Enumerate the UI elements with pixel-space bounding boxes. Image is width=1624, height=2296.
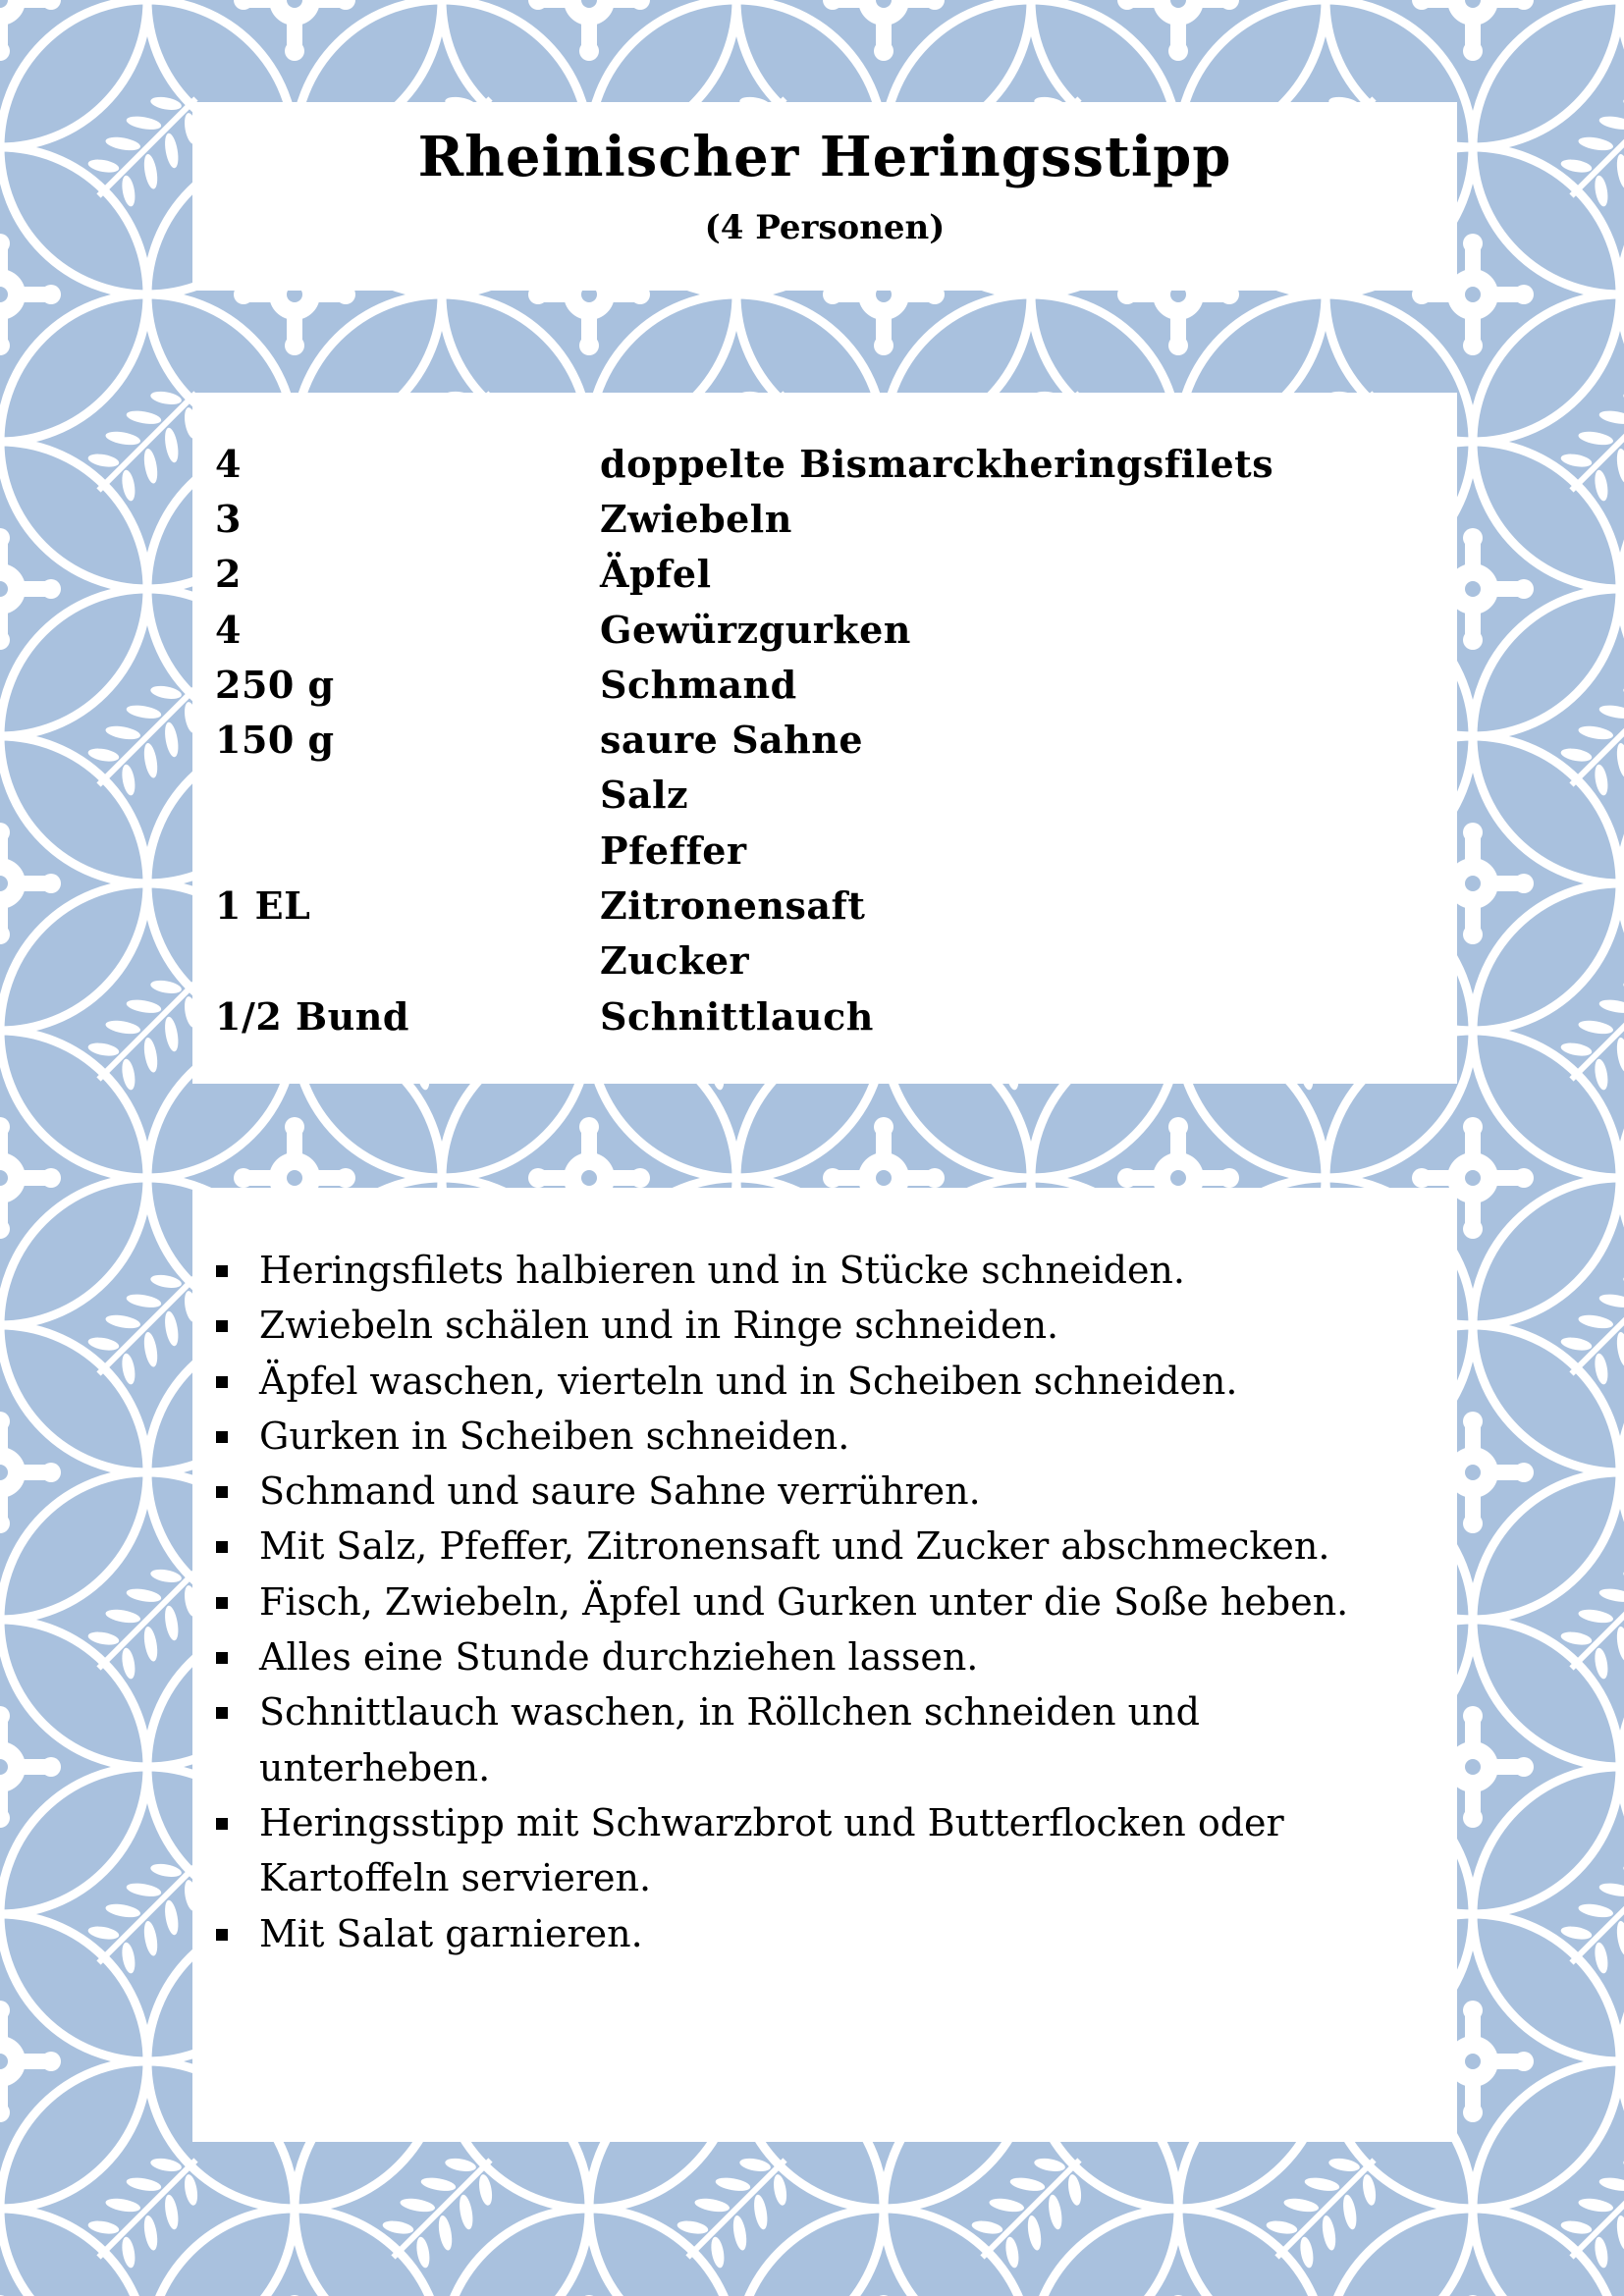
servings-label: (4 Personen) [704, 208, 946, 247]
ingredient-row [215, 712, 1457, 767]
instruction-text: Gurken in Scheiben schneiden. [259, 1414, 850, 1458]
ingredient-name: doppelte Bismarckheringsfilets [600, 441, 1274, 486]
ingredient-row [215, 602, 1457, 657]
instruction-text: Fisch, Zwiebeln, Äpfel und Gurken unter die Soße heben. [259, 1579, 1349, 1624]
ingredient-row [215, 878, 1457, 933]
ingredient-row [215, 768, 1457, 823]
recipe-title: Rheinischer Heringsstipp [417, 125, 1232, 189]
instruction-text: Äpfel waschen, vierteln und in Scheiben schneiden. [259, 1359, 1238, 1403]
ingredient-quantity: 1/2 Bund [215, 993, 409, 1039]
square-bullet-icon [216, 1376, 228, 1388]
ingredient-quantity: 1 EL [215, 883, 311, 929]
instruction-step [216, 1409, 1437, 1464]
square-bullet-icon [216, 1929, 228, 1941]
instruction-text: Heringsfilets halbieren und in Stücke schneiden. [259, 1249, 1185, 1292]
instruction-text: Mit Salat garnieren. [259, 1911, 643, 1955]
instruction-step [216, 1575, 1437, 1629]
ingredients-panel [192, 393, 1457, 1084]
ingredient-quantity: 250 g [215, 662, 335, 707]
ingredient-row [215, 657, 1457, 712]
ingredient-quantity: 4 [215, 607, 242, 652]
instruction-step [216, 1464, 1437, 1519]
square-bullet-icon [216, 1541, 228, 1553]
ingredient-name: Schnittlauch [600, 993, 874, 1039]
instruction-step [216, 1906, 1437, 1961]
instruction-step [216, 1629, 1437, 1684]
ingredient-row [215, 823, 1457, 878]
square-bullet-icon [216, 1486, 228, 1498]
ingredient-row [215, 988, 1457, 1043]
instruction-text: Schnittlauch waschen, in Röllchen schneiden und unterheben. [259, 1690, 1200, 1789]
ingredient-name: Äpfel [600, 552, 712, 597]
ingredient-name: Salz [600, 773, 689, 818]
ingredient-row [215, 491, 1457, 546]
ingredient-list [215, 436, 1457, 1043]
instruction-text: Alles eine Stunde durchziehen lassen. [259, 1635, 979, 1680]
ingredient-name: saure Sahne [600, 718, 864, 763]
ingredient-name: Zitronensaft [600, 883, 866, 929]
instruction-step [216, 1298, 1437, 1353]
ingredient-quantity: 3 [215, 496, 242, 541]
ingredient-name: Zucker [600, 938, 750, 984]
square-bullet-icon [216, 1818, 228, 1830]
instruction-step [216, 1795, 1437, 1906]
title-panel [192, 102, 1457, 291]
instruction-step [216, 1354, 1437, 1409]
ingredient-row [215, 547, 1457, 602]
instruction-step [216, 1684, 1437, 1795]
ingredient-row [215, 436, 1457, 491]
ingredient-quantity: 150 g [215, 718, 335, 763]
instruction-text: Zwiebeln schälen und in Ringe schneiden. [259, 1304, 1059, 1348]
square-bullet-icon [216, 1320, 228, 1332]
ingredient-name: Gewürzgurken [600, 607, 911, 652]
instruction-text: Heringsstipp mit Schwarzbrot und Butterflocken oder Kartoffeln servieren. [259, 1800, 1284, 1900]
instruction-step [216, 1243, 1437, 1298]
square-bullet-icon [216, 1707, 228, 1719]
ingredient-quantity: 4 [215, 441, 242, 486]
ingredient-row [215, 934, 1457, 988]
ingredient-name: Schmand [600, 662, 797, 707]
instructions-panel [192, 1188, 1457, 2142]
square-bullet-icon [216, 1431, 228, 1443]
square-bullet-icon [216, 1652, 228, 1664]
ingredient-name: Pfeffer [600, 828, 747, 873]
square-bullet-icon [216, 1265, 228, 1277]
ingredient-name: Zwiebeln [600, 496, 792, 541]
ingredient-quantity: 2 [215, 552, 242, 597]
instruction-text: Mit Salz, Pfeffer, Zitronensaft und Zucker abschmecken. [259, 1524, 1330, 1569]
square-bullet-icon [216, 1597, 228, 1609]
instruction-text: Schmand und saure Sahne verrühren. [259, 1469, 981, 1514]
instruction-step [216, 1519, 1437, 1574]
instruction-list [216, 1243, 1437, 1961]
